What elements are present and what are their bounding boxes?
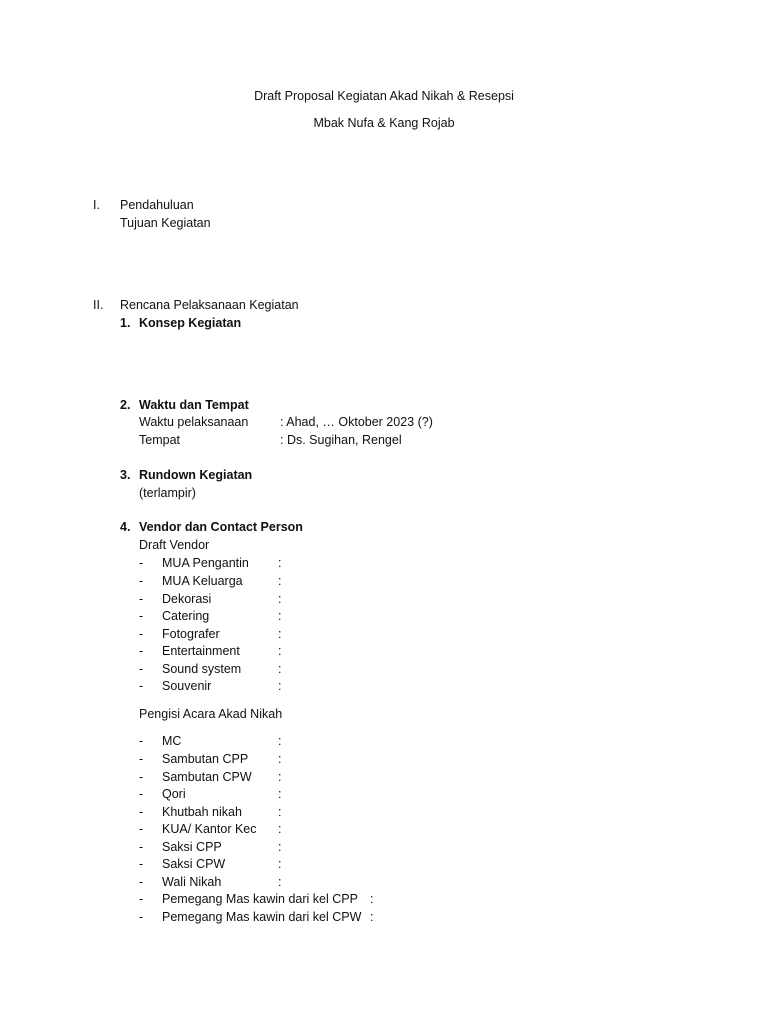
vendor-name: Sound system xyxy=(162,662,242,676)
place-label: Tempat xyxy=(139,433,180,447)
akad-role: Sambutan CPW xyxy=(162,770,252,784)
item-2-label: Waktu dan Tempat xyxy=(139,398,249,412)
list-dash: - xyxy=(139,574,144,588)
list-dash: - xyxy=(139,662,144,676)
list-colon: : xyxy=(370,892,374,906)
akad-role: Saksi CPP xyxy=(162,840,222,854)
list-dash: - xyxy=(139,910,144,924)
list-colon: : xyxy=(278,857,282,871)
place-value: : Ds. Sugihan, Rengel xyxy=(280,433,402,447)
list-colon: : xyxy=(278,662,282,676)
item-1-number: 1. xyxy=(120,316,131,330)
list-dash: - xyxy=(139,875,144,889)
item-3-label: Rundown Kegiatan xyxy=(139,468,253,482)
document-subtitle: Mbak Nufa & Kang Rojab xyxy=(313,116,455,130)
document-title: Draft Proposal Kegiatan Akad Nikah & Resepsi xyxy=(254,89,514,103)
section-2-heading: Rencana Pelaksanaan Kegiatan xyxy=(120,298,299,312)
list-dash: - xyxy=(139,787,144,801)
list-colon: : xyxy=(278,822,282,836)
list-dash: - xyxy=(139,770,144,784)
list-dash: - xyxy=(139,840,144,854)
vendor-name: MUA Pengantin xyxy=(162,556,249,570)
vendor-name: Souvenir xyxy=(162,679,212,693)
vendor-heading: Draft Vendor xyxy=(139,538,210,552)
item-1-label: Konsep Kegiatan xyxy=(139,316,242,330)
time-label: Waktu pelaksanaan xyxy=(139,415,249,429)
list-dash: - xyxy=(139,592,144,606)
list-dash: - xyxy=(139,752,144,766)
list-dash: - xyxy=(139,609,144,623)
vendor-name: Fotografer xyxy=(162,627,220,641)
list-colon: : xyxy=(278,875,282,889)
list-dash: - xyxy=(139,822,144,836)
akad-role: KUA/ Kantor Kec xyxy=(162,822,257,836)
item-4-number: 4. xyxy=(120,520,131,534)
list-colon: : xyxy=(278,574,282,588)
list-colon: : xyxy=(278,734,282,748)
list-dash: - xyxy=(139,734,144,748)
list-dash: - xyxy=(139,644,144,658)
list-colon: : xyxy=(278,609,282,623)
item-3-note: (terlampir) xyxy=(139,486,196,500)
akad-role: Wali Nikah xyxy=(162,875,222,889)
list-dash: - xyxy=(139,556,144,570)
list-colon: : xyxy=(370,910,374,924)
list-colon: : xyxy=(278,840,282,854)
akad-role: Khutbah nikah xyxy=(162,805,242,819)
list-colon: : xyxy=(278,787,282,801)
list-dash: - xyxy=(139,892,144,906)
list-colon: : xyxy=(278,627,282,641)
akad-role: Pemegang Mas kawin dari kel CPW xyxy=(162,910,362,924)
list-dash: - xyxy=(139,805,144,819)
item-2-number: 2. xyxy=(120,398,131,412)
list-dash: - xyxy=(139,679,144,693)
vendor-name: Entertainment xyxy=(162,644,240,658)
list-colon: : xyxy=(278,770,282,784)
list-dash: - xyxy=(139,627,144,641)
section-1-subheading: Tujuan Kegiatan xyxy=(120,216,211,230)
section-1-numeral: I. xyxy=(93,198,100,212)
list-colon: : xyxy=(278,679,282,693)
item-3-number: 3. xyxy=(120,468,131,482)
vendor-name: Dekorasi xyxy=(162,592,212,606)
vendor-name: MUA Keluarga xyxy=(162,574,243,588)
list-colon: : xyxy=(278,644,282,658)
section-1-heading: Pendahuluan xyxy=(120,198,194,212)
list-dash: - xyxy=(139,857,144,871)
akad-heading: Pengisi Acara Akad Nikah xyxy=(139,707,283,721)
akad-role: MC xyxy=(162,734,182,748)
list-colon: : xyxy=(278,805,282,819)
list-colon: : xyxy=(278,592,282,606)
section-2-numeral: II. xyxy=(93,298,104,312)
time-value: : Ahad, … Oktober 2023 (?) xyxy=(280,415,433,429)
akad-role: Qori xyxy=(162,787,186,801)
list-colon: : xyxy=(278,556,282,570)
akad-role: Saksi CPW xyxy=(162,857,226,871)
vendor-name: Catering xyxy=(162,609,210,623)
list-colon: : xyxy=(278,752,282,766)
item-4-label: Vendor dan Contact Person xyxy=(139,520,303,534)
akad-role: Sambutan CPP xyxy=(162,752,249,766)
akad-role: Pemegang Mas kawin dari kel CPP xyxy=(162,892,358,906)
